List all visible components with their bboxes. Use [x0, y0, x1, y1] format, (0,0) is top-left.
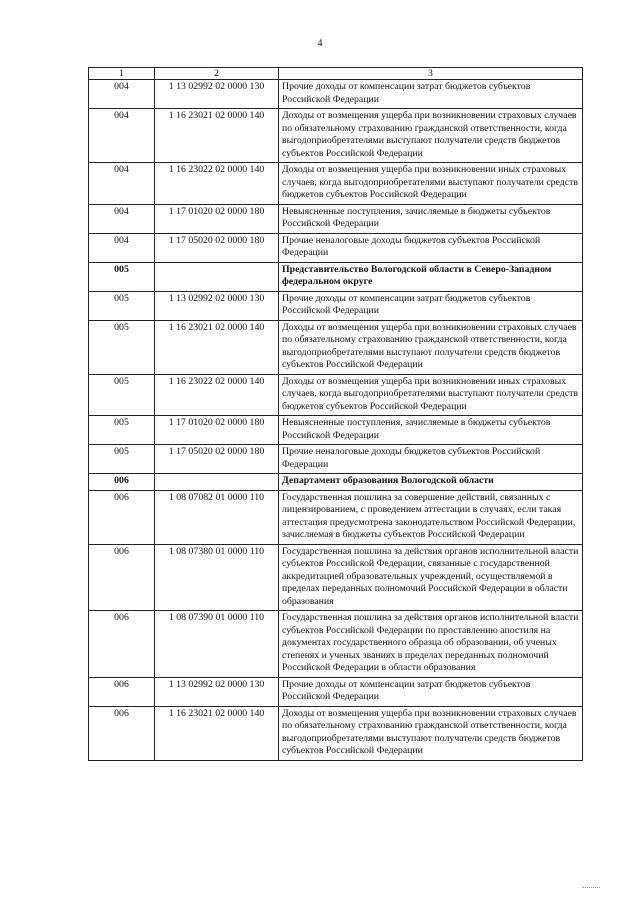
admin-code-cell: 004 — [89, 163, 155, 205]
header-col-3: 3 — [279, 68, 583, 80]
table-row — [89, 163, 583, 205]
budget-revenue-table — [88, 67, 583, 761]
revenue-name-cell: Невыясненные поступления, зачисляемые в бюджеты субъектов Российской Федерации — [279, 416, 583, 445]
table-header-row — [89, 68, 583, 80]
admin-code-cell: 005 — [89, 320, 155, 374]
revenue-name-cell: Прочие неналоговые доходы бюджетов субъектов Российской Федерации — [279, 233, 583, 262]
admin-code-cell: 006 — [89, 490, 155, 544]
table-row — [89, 677, 583, 706]
revenue-code-cell: 1 17 01020 02 0000 180 — [155, 416, 279, 445]
revenue-name-cell: Доходы от возмещения ущерба при возникновении страховых случаев по обязательному страхованию гражданской ответственности, когда выгодоприобретателями выступают получатели средств бюджетов субъектов Российской Федерации — [279, 706, 583, 760]
table-row — [89, 109, 583, 163]
admin-code-cell: 005 — [89, 262, 155, 291]
revenue-code-cell — [155, 262, 279, 291]
table-row — [89, 445, 583, 474]
table-row — [89, 611, 583, 678]
revenue-code-cell: 1 13 02992 02 0000 130 — [155, 677, 279, 706]
table-row — [89, 416, 583, 445]
revenue-code-cell: 1 16 23021 02 0000 140 — [155, 706, 279, 760]
revenue-code-cell: 1 17 05020 02 0000 180 — [155, 445, 279, 474]
admin-code-cell: 006 — [89, 544, 155, 611]
table-row — [89, 320, 583, 374]
table-row — [89, 291, 583, 320]
table-body — [89, 80, 583, 761]
table-row — [89, 204, 583, 233]
revenue-code-cell: 1 08 07380 01 0000 110 — [155, 544, 279, 611]
table-row — [89, 80, 583, 109]
section-header-row — [89, 474, 583, 491]
table-row — [89, 374, 583, 416]
admin-code-cell: 006 — [89, 677, 155, 706]
revenue-code-cell — [155, 474, 279, 491]
revenue-name-cell: Государственная пошлина за действия органов исполнительной власти субъектов Российской Федерации по проставлению апостиля на документах государственного образца об образовании, об ученых степенях и ученых званиях в пределах переданных полномочий Российской Федерации в области образования — [279, 611, 583, 678]
revenue-code-cell: 1 16 23021 02 0000 140 — [155, 109, 279, 163]
revenue-name-cell: Доходы от возмещения ущерба при возникновении страховых случаев по обязательному страхованию гражданской ответственности, когда выгодоприобретателями выступают получатели средств бюджетов субъектов Российской Федерации — [279, 109, 583, 163]
revenue-name-cell: Невыясненные поступления, зачисляемые в бюджеты субъектов Российской Федерации — [279, 204, 583, 233]
admin-code-cell: 005 — [89, 374, 155, 416]
revenue-code-cell: 1 16 23022 02 0000 140 — [155, 374, 279, 416]
revenue-code-cell: 1 13 02992 02 0000 130 — [155, 291, 279, 320]
revenue-name-cell: Доходы от возмещения ущерба при возникновении страховых случаев по обязательному страхованию гражданской ответственности, когда выгодоприобретателями выступают получатели средств бюджетов субъектов Российской Федерации — [279, 320, 583, 374]
revenue-name-cell: Прочие неналоговые доходы бюджетов субъектов Российской Федерации — [279, 445, 583, 474]
revenue-code-cell: 1 17 05020 02 0000 180 — [155, 233, 279, 262]
revenue-code-cell: 1 08 07390 01 0000 110 — [155, 611, 279, 678]
revenue-code-cell: 1 16 23021 02 0000 140 — [155, 320, 279, 374]
revenue-code-cell: 1 16 23022 02 0000 140 — [155, 163, 279, 205]
admin-code-cell: 004 — [89, 233, 155, 262]
revenue-code-cell: 1 08 07082 01 0000 110 — [155, 490, 279, 544]
revenue-name-cell: Прочие доходы от компенсации затрат бюджетов субъектов Российской Федерации — [279, 677, 583, 706]
revenue-name-cell: Государственная пошлина за действия органов исполнительной власти субъектов Российской Федерации, связанные с государственной аккредитацией образовательных учреждений, осуществляемой в пределах переданных полномочий Российской Федерации в области образования — [279, 544, 583, 611]
revenue-name-cell: Прочие доходы от компенсации затрат бюджетов субъектов Российской Федерации — [279, 291, 583, 320]
admin-code-cell: 004 — [89, 109, 155, 163]
section-header-row — [89, 262, 583, 291]
revenue-name-cell: Доходы от возмещения ущерба при возникновении иных страховых случаев, когда выгодоприобретателями выступают получатели средств бюджетов субъектов Российской Федерации — [279, 374, 583, 416]
admin-code-cell: 005 — [89, 291, 155, 320]
page-number: 4 — [317, 38, 323, 49]
table-row — [89, 490, 583, 544]
scan-artifact — [582, 887, 600, 891]
revenue-name-cell: Департамент образования Вологодской области — [279, 474, 583, 491]
revenue-name-cell: Доходы от возмещения ущерба при возникновении иных страховых случаев, когда выгодоприобретателями выступают получатели средств бюджетов субъектов Российской Федерации — [279, 163, 583, 205]
admin-code-cell: 006 — [89, 474, 155, 491]
revenue-name-cell: Представительство Вологодской области в Северо-Западном федеральном округе — [279, 262, 583, 291]
admin-code-cell: 005 — [89, 416, 155, 445]
revenue-name-cell: Государственная пошлина за совершение действий, связанных с лицензированием, с проведением аттестации в случаях, если такая аттестация предусмотрена законодательством Российской Федерации, зачисляемая в бюджеты субъектов Российской Федерации — [279, 490, 583, 544]
revenue-name-cell: Прочие доходы от компенсации затрат бюджетов субъектов Российской Федерации — [279, 80, 583, 109]
table-row — [89, 706, 583, 760]
table-row — [89, 233, 583, 262]
revenue-code-cell: 1 17 01020 02 0000 180 — [155, 204, 279, 233]
header-col-1: 1 — [89, 68, 155, 80]
admin-code-cell: 005 — [89, 445, 155, 474]
admin-code-cell: 004 — [89, 204, 155, 233]
admin-code-cell: 006 — [89, 706, 155, 760]
admin-code-cell: 004 — [89, 80, 155, 109]
table-row — [89, 544, 583, 611]
revenue-code-cell: 1 13 02992 02 0000 130 — [155, 80, 279, 109]
admin-code-cell: 006 — [89, 611, 155, 678]
header-col-2: 2 — [155, 68, 279, 80]
